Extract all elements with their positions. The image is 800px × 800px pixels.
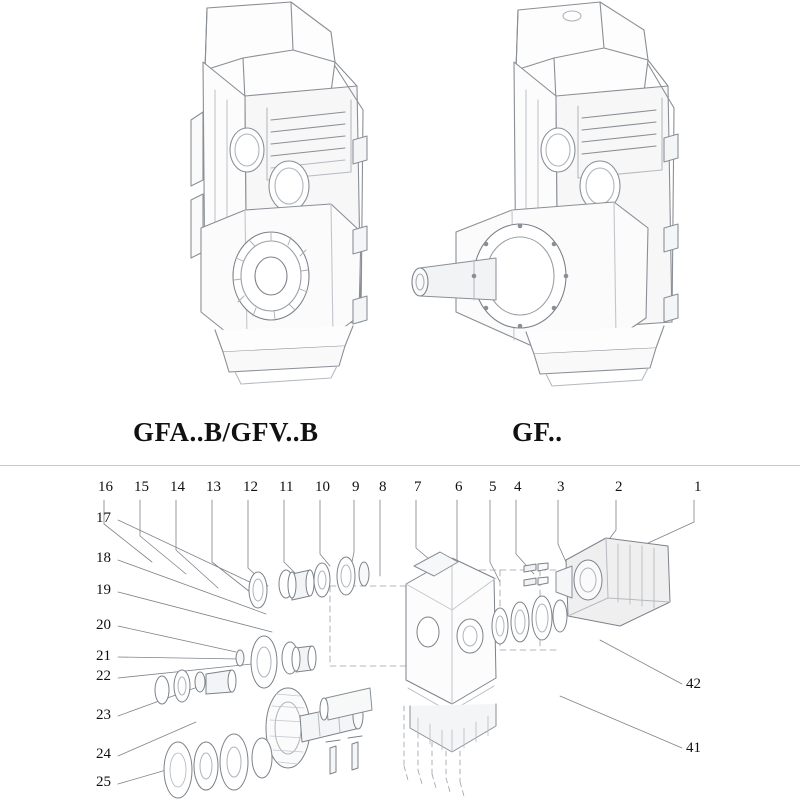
caption-gfa-gfv: GFA..B/GFV..B	[133, 417, 319, 447]
callout-2: 2	[615, 479, 623, 495]
callout-10: 10	[315, 479, 330, 495]
callout-1: 1	[694, 479, 702, 495]
callout-20: 20	[96, 617, 111, 633]
gearbox-exploded-view	[0, 466, 800, 800]
callout-8: 8	[379, 479, 387, 495]
callout-22: 22	[96, 668, 111, 684]
gearbox-assembly-gfa-gfv	[95, 0, 395, 400]
callout-21: 21	[96, 648, 111, 664]
callout-42: 42	[686, 676, 701, 692]
callout-9: 9	[352, 479, 360, 495]
callout-4: 4	[514, 479, 522, 495]
callout-13: 13	[206, 479, 221, 495]
callout-17: 17	[96, 510, 111, 526]
callout-25: 25	[96, 774, 111, 790]
callout-41: 41	[686, 740, 701, 756]
callout-18: 18	[96, 550, 111, 566]
callout-3: 3	[557, 479, 565, 495]
callout-15: 15	[134, 479, 149, 495]
caption-gf: GF..	[512, 417, 563, 447]
callout-24: 24	[96, 746, 111, 762]
callout-19: 19	[96, 582, 111, 598]
callout-7: 7	[414, 479, 422, 495]
callout-5: 5	[489, 479, 497, 495]
callout-14: 14	[170, 479, 185, 495]
callout-11: 11	[279, 479, 294, 495]
callout-12: 12	[243, 479, 258, 495]
callout-23: 23	[96, 707, 111, 723]
gearbox-assembly-gf	[400, 0, 710, 400]
callout-6: 6	[455, 479, 463, 495]
callout-16: 16	[98, 479, 113, 495]
